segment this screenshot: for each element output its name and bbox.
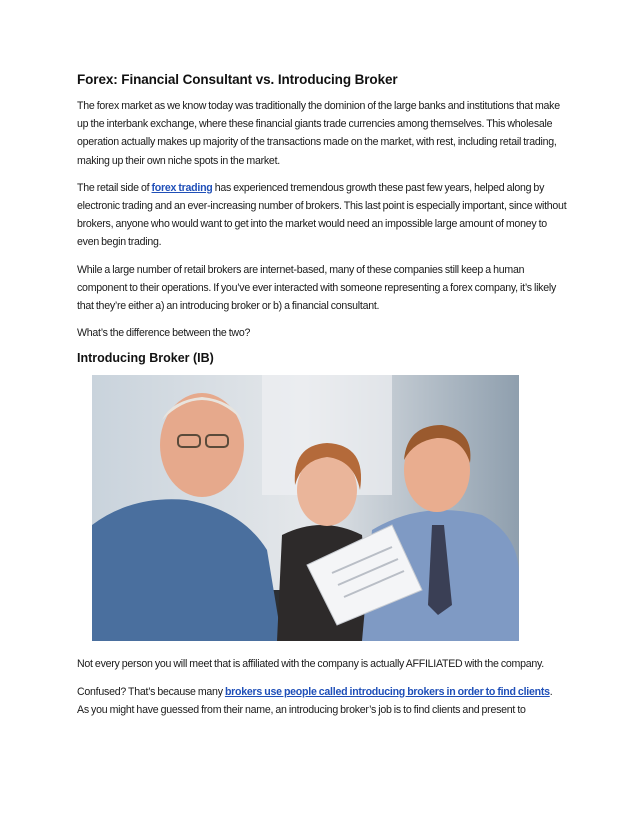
paragraph-confused-start: Confused? That’s because many — [77, 685, 225, 698]
paragraph-affiliated: Not every person you will meet that is affiliated with the company is actually AFFILIATED with the company. — [77, 658, 544, 671]
paragraph-retail-end: has experienced tremendous growth these past few years, helped along by electronic trading and an ever-increasing number of brokers. This last point is especially important, since without brokers, anyone who would want to get into the market would need an impossible large amount of money to even begin trading. — [77, 181, 567, 249]
paragraph-job-description: As you might have guessed from their name, an introducing broker’s job is to find clients and present to — [77, 703, 526, 716]
paragraph-confused — [77, 683, 567, 719]
paragraph-retail-start: The retail side of — [77, 181, 152, 194]
paragraph-retail — [77, 179, 567, 252]
paragraph-intro: The forex market as we know today was traditionally the dominion of the large banks and institutions that make up the interbank exchange, where these financial giants trade currencies among themselves. This wholesale operation actually makes up majority of the transactions made on the market, with rest, including retail trading, making up their own niche spots in the market. — [77, 100, 560, 167]
section-heading-introducing-broker: Introducing Broker (IB) — [77, 351, 214, 366]
paragraph-question: What’s the difference between the two? — [77, 327, 251, 340]
introducing-brokers-link[interactable]: brokers use people called introducing brokers in order to find clients — [224, 685, 550, 698]
paragraph-confused-end: . — [549, 685, 553, 698]
paragraph-human-component: While a large number of retail brokers are internet-based, many of these companies still keep a human component to their operations. If you’ve ever interacted with someone representing a forex company, it’s likely that they’re either a) an introducing broker or b) a financial consultant. — [77, 263, 557, 313]
photo-illustration — [92, 375, 519, 641]
article-body — [77, 72, 567, 728]
forex-trading-link[interactable]: forex trading — [151, 181, 213, 194]
article-title: Forex: Financial Consultant vs. Introducing Broker — [77, 72, 398, 87]
consultation-photo — [92, 375, 519, 641]
